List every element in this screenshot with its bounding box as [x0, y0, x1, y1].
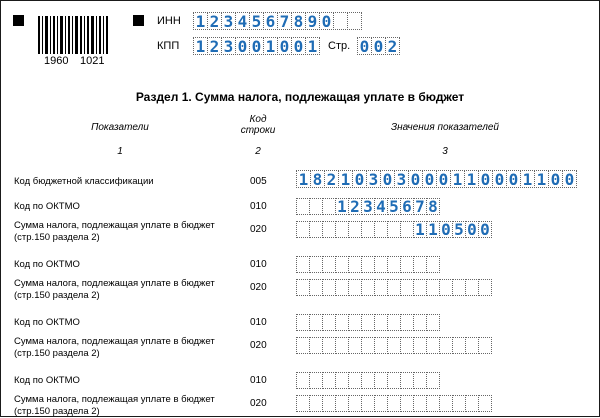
barcode-number-left: 1960	[44, 55, 69, 67]
digit-cell[interactable]	[335, 337, 349, 354]
digit-cell[interactable]	[426, 337, 440, 354]
digit-cell[interactable]: 2	[207, 12, 222, 30]
digit-cell[interactable]: 8	[310, 170, 325, 188]
digit-cell[interactable]	[374, 314, 388, 331]
inn-label: ИНН	[157, 15, 181, 27]
oktmo-cells[interactable]	[296, 256, 439, 273]
digit-cell[interactable]	[400, 256, 414, 273]
col-header-indicators: Показатели	[91, 122, 149, 133]
digit-cell[interactable]: 2	[207, 37, 222, 55]
digit-cell[interactable]	[361, 372, 375, 389]
digit-cell[interactable]	[322, 256, 336, 273]
digit-cell[interactable]: 3	[394, 170, 409, 188]
col-number-2: 2	[255, 146, 261, 157]
digit-cell[interactable]	[400, 337, 414, 354]
digit-cell[interactable]	[374, 372, 388, 389]
oktmo-label: Код по ОКТМО	[14, 201, 80, 212]
col-number-1: 1	[117, 146, 123, 157]
oktmo-cells[interactable]	[296, 372, 439, 389]
digit-cell[interactable]: 0	[380, 170, 395, 188]
digit-cell[interactable]	[374, 256, 388, 273]
digit-cell[interactable]	[335, 395, 349, 412]
digit-cell[interactable]	[347, 12, 362, 30]
digit-cell[interactable]	[413, 395, 427, 412]
digit-cell[interactable]	[296, 314, 310, 331]
digit-cell[interactable]: 9	[305, 12, 320, 30]
page-number-cells[interactable]	[357, 37, 399, 55]
digit-cell[interactable]	[387, 221, 401, 238]
digit-cell[interactable]	[413, 314, 427, 331]
digit-cell[interactable]	[452, 279, 466, 296]
digit-cell[interactable]: 3	[361, 198, 375, 215]
digit-cell[interactable]: 5	[249, 12, 264, 30]
digit-cell[interactable]: 0	[506, 170, 521, 188]
tax-label-line2: (стр.150 раздела 2)	[14, 232, 100, 243]
kbk-label: Код бюджетной классификации	[14, 176, 154, 187]
digit-cell[interactable]	[439, 337, 453, 354]
digit-cell[interactable]	[361, 279, 375, 296]
digit-cell[interactable]	[413, 372, 427, 389]
digit-cell[interactable]	[348, 256, 362, 273]
digit-cell[interactable]: 5	[452, 221, 466, 238]
digit-cell[interactable]	[335, 256, 349, 273]
col-header-code	[228, 114, 288, 136]
digit-cell[interactable]	[296, 198, 310, 215]
digit-cell[interactable]: 0	[478, 170, 493, 188]
digit-cell[interactable]: 0	[439, 221, 453, 238]
digit-cell[interactable]	[335, 314, 349, 331]
col-number-3: 3	[442, 146, 448, 157]
digit-cell[interactable]	[387, 395, 401, 412]
section-title: Раздел 1. Сумма налога, подлежащая уплате в бюджет	[135, 90, 465, 104]
digit-cell[interactable]	[361, 314, 375, 331]
digit-cell[interactable]	[309, 279, 323, 296]
kbk-cells[interactable]	[296, 170, 576, 188]
digit-cell[interactable]	[322, 198, 336, 215]
digit-cell[interactable]	[400, 372, 414, 389]
digit-cell[interactable]: 1	[305, 37, 320, 55]
digit-cell[interactable]: 0	[319, 12, 334, 30]
digit-cell[interactable]	[465, 337, 479, 354]
digit-cell[interactable]	[439, 395, 453, 412]
corner-marker-left	[13, 15, 24, 26]
digit-cell[interactable]	[309, 198, 323, 215]
digit-cell[interactable]: 4	[235, 12, 250, 30]
digit-cell[interactable]	[322, 372, 336, 389]
digit-cell[interactable]: 8	[291, 12, 306, 30]
tax-label-line1: Сумма налога, подлежащая уплате в бюджет	[14, 394, 215, 405]
digit-cell[interactable]: 6	[263, 12, 278, 30]
digit-cell[interactable]: 2	[385, 37, 400, 55]
oktmo-code: 010	[250, 259, 267, 270]
digit-cell[interactable]	[348, 221, 362, 238]
digit-cell[interactable]	[361, 395, 375, 412]
digit-cell[interactable]	[426, 395, 440, 412]
digit-cell[interactable]	[426, 314, 440, 331]
inn-cells[interactable]	[193, 12, 361, 30]
tax-code: 020	[250, 398, 267, 409]
digit-cell[interactable]	[478, 279, 492, 296]
tax-amount-cells[interactable]	[296, 337, 491, 354]
digit-cell[interactable]	[296, 221, 310, 238]
digit-cell[interactable]	[335, 279, 349, 296]
digit-cell[interactable]: 2	[324, 170, 339, 188]
tax-code: 020	[250, 282, 267, 293]
digit-cell[interactable]	[361, 221, 375, 238]
digit-cell[interactable]	[478, 337, 492, 354]
digit-cell[interactable]	[400, 395, 414, 412]
oktmo-label: Код по ОКТМО	[14, 375, 80, 386]
digit-cell[interactable]	[452, 395, 466, 412]
tax-amount-cells[interactable]	[296, 279, 491, 296]
barcode-number-right: 1021	[80, 55, 105, 67]
digit-cell[interactable]: 3	[221, 37, 236, 55]
digit-cell[interactable]: 0	[277, 37, 292, 55]
digit-cell[interactable]	[374, 337, 388, 354]
tax-label-line1: Сумма налога, подлежащая уплате в бюджет	[14, 220, 215, 231]
digit-cell[interactable]: 1	[338, 170, 353, 188]
digit-cell[interactable]: 0	[548, 170, 563, 188]
digit-cell[interactable]	[309, 256, 323, 273]
digit-cell[interactable]	[413, 256, 427, 273]
digit-cell[interactable]	[322, 279, 336, 296]
tax-code: 020	[250, 340, 267, 351]
tax-code: 020	[250, 224, 267, 235]
col-header-code-line2: строки	[240, 125, 276, 136]
digit-cell[interactable]	[296, 256, 310, 273]
digit-cell[interactable]: 6	[400, 198, 414, 215]
digit-cell[interactable]	[322, 221, 336, 238]
digit-cell[interactable]: 0	[357, 37, 372, 55]
digit-cell[interactable]	[387, 256, 401, 273]
page-label: Стр.	[328, 40, 351, 52]
tax-label-line1: Сумма налога, подлежащая уплате в бюджет	[14, 278, 215, 289]
digit-cell[interactable]	[296, 372, 310, 389]
digit-cell[interactable]	[361, 337, 375, 354]
tax-label-line2: (стр.150 раздела 2)	[14, 290, 100, 301]
oktmo-label: Код по ОКТМО	[14, 259, 80, 270]
digit-cell[interactable]	[348, 372, 362, 389]
digit-cell[interactable]: 1	[464, 170, 479, 188]
digit-cell[interactable]	[296, 337, 310, 354]
digit-cell[interactable]	[400, 221, 414, 238]
tax-amount-cells[interactable]	[296, 221, 491, 238]
digit-cell[interactable]	[387, 372, 401, 389]
tax-label-line2: (стр.150 раздела 2)	[14, 348, 100, 359]
digit-cell[interactable]	[465, 395, 479, 412]
col-header-code-line1: Код	[249, 114, 267, 125]
digit-cell[interactable]: 1	[193, 12, 208, 30]
digit-cell[interactable]: 1	[534, 170, 549, 188]
digit-cell[interactable]: 7	[277, 12, 292, 30]
tax-label-line1: Сумма налога, подлежащая уплате в бюджет	[14, 336, 215, 347]
digit-cell[interactable]: 1	[296, 170, 311, 188]
digit-cell[interactable]	[400, 314, 414, 331]
digit-cell[interactable]: 5	[387, 198, 401, 215]
digit-cell[interactable]	[387, 337, 401, 354]
corner-marker-right	[133, 15, 144, 26]
digit-cell[interactable]: 0	[436, 170, 451, 188]
digit-cell[interactable]: 0	[249, 37, 264, 55]
digit-cell[interactable]: 0	[352, 170, 367, 188]
digit-cell[interactable]: 3	[221, 12, 236, 30]
digit-cell[interactable]	[309, 337, 323, 354]
kbk-code: 005	[250, 176, 267, 187]
digit-cell[interactable]: 1	[413, 221, 427, 238]
digit-cell[interactable]: 1	[335, 198, 349, 215]
digit-cell[interactable]: 0	[562, 170, 577, 188]
digit-cell[interactable]	[335, 221, 349, 238]
digit-cell[interactable]: 0	[235, 37, 250, 55]
digit-cell[interactable]	[413, 279, 427, 296]
digit-cell[interactable]: 0	[465, 221, 479, 238]
digit-cell[interactable]	[387, 279, 401, 296]
digit-cell[interactable]	[439, 279, 453, 296]
digit-cell[interactable]: 1	[450, 170, 465, 188]
digit-cell[interactable]: 0	[492, 170, 507, 188]
digit-cell[interactable]	[309, 314, 323, 331]
digit-cell[interactable]	[348, 337, 362, 354]
digit-cell[interactable]	[413, 337, 427, 354]
oktmo-cells[interactable]	[296, 198, 439, 215]
digit-cell[interactable]	[374, 395, 388, 412]
digit-cell[interactable]	[387, 314, 401, 331]
tax-amount-cells[interactable]	[296, 395, 491, 412]
digit-cell[interactable]	[478, 395, 492, 412]
barcode-icon	[38, 16, 108, 54]
digit-cell[interactable]	[374, 221, 388, 238]
digit-cell[interactable]: 7	[413, 198, 427, 215]
oktmo-code: 010	[250, 317, 267, 328]
digit-cell[interactable]	[309, 221, 323, 238]
digit-cell[interactable]: 1	[520, 170, 535, 188]
digit-cell[interactable]	[426, 372, 440, 389]
oktmo-label: Код по ОКТМО	[14, 317, 80, 328]
kpp-cells[interactable]	[193, 37, 319, 55]
digit-cell[interactable]: 1	[193, 37, 208, 55]
digit-cell[interactable]: 2	[348, 198, 362, 215]
col-header-values: Значения показателей	[390, 122, 499, 133]
digit-cell[interactable]: 3	[366, 170, 381, 188]
digit-cell[interactable]	[322, 314, 336, 331]
digit-cell[interactable]	[348, 395, 362, 412]
digit-cell[interactable]: 0	[408, 170, 423, 188]
digit-cell[interactable]	[335, 372, 349, 389]
digit-cell[interactable]	[296, 395, 310, 412]
oktmo-code: 010	[250, 201, 267, 212]
digit-cell[interactable]	[322, 395, 336, 412]
digit-cell[interactable]: 8	[426, 198, 440, 215]
digit-cell[interactable]: 0	[291, 37, 306, 55]
digit-cell[interactable]	[452, 337, 466, 354]
digit-cell[interactable]: 0	[422, 170, 437, 188]
oktmo-cells[interactable]	[296, 314, 439, 331]
tax-label-line2: (стр.150 раздела 2)	[14, 406, 100, 417]
digit-cell[interactable]	[309, 395, 323, 412]
digit-cell[interactable]: 0	[478, 221, 492, 238]
digit-cell[interactable]	[426, 256, 440, 273]
digit-cell[interactable]: 1	[426, 221, 440, 238]
digit-cell[interactable]	[333, 12, 348, 30]
digit-cell[interactable]: 0	[371, 37, 386, 55]
digit-cell[interactable]: 1	[263, 37, 278, 55]
digit-cell[interactable]	[426, 279, 440, 296]
digit-cell[interactable]	[465, 279, 479, 296]
digit-cell[interactable]	[322, 337, 336, 354]
digit-cell[interactable]	[296, 279, 310, 296]
digit-cell[interactable]	[374, 279, 388, 296]
oktmo-code: 010	[250, 375, 267, 386]
digit-cell[interactable]	[309, 372, 323, 389]
digit-cell[interactable]: 4	[374, 198, 388, 215]
digit-cell[interactable]	[361, 256, 375, 273]
digit-cell[interactable]	[348, 279, 362, 296]
digit-cell[interactable]	[400, 279, 414, 296]
kpp-label: КПП	[157, 40, 180, 52]
digit-cell[interactable]	[348, 314, 362, 331]
